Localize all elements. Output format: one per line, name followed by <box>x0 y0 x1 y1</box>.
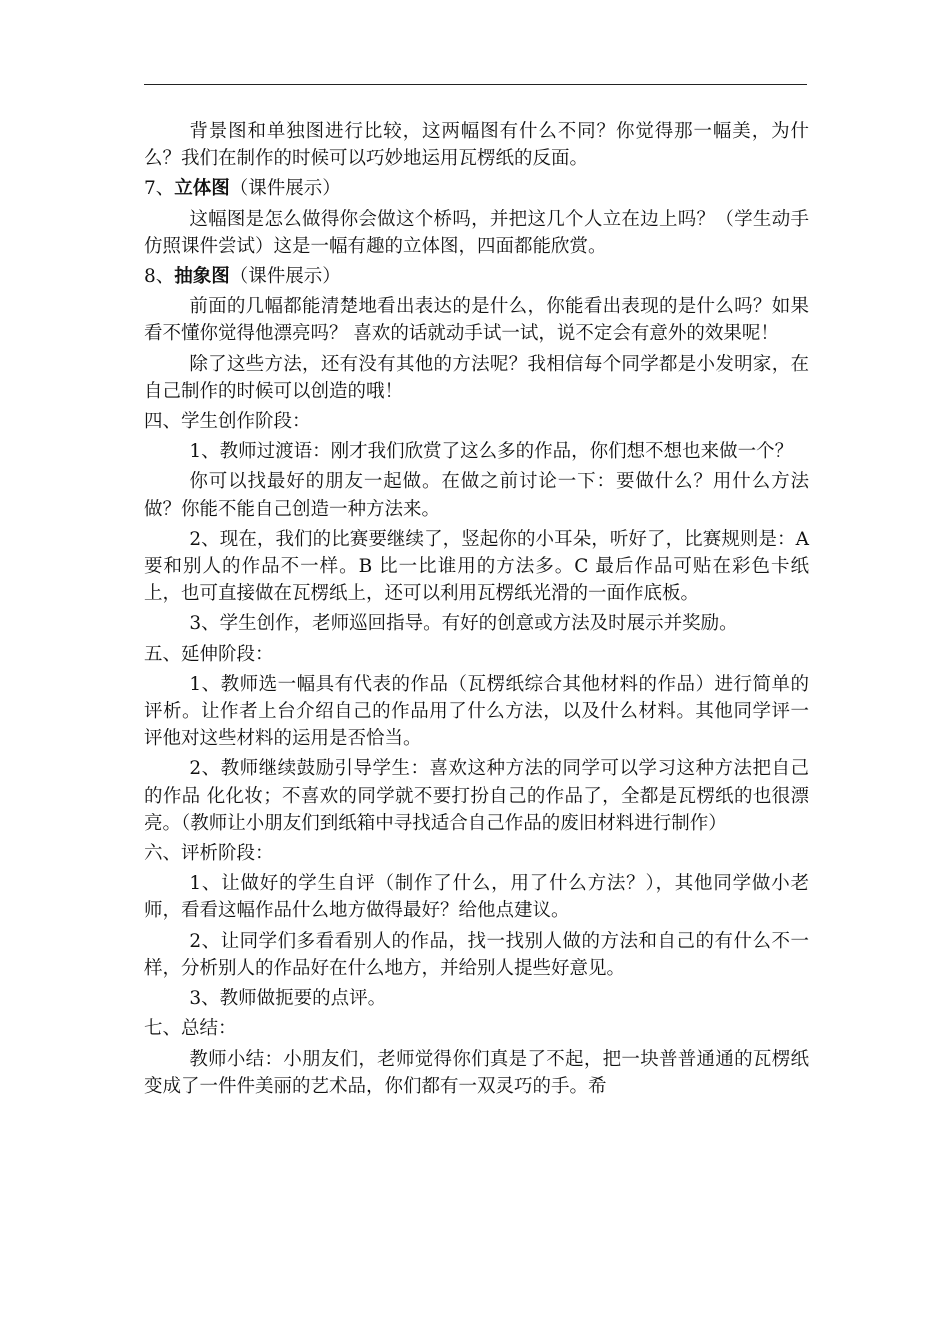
paragraph: 这幅图是怎么做得你会做这个桥吗，并把这几个人立在边上吗？（学生动手仿照课件尝试）这是一幅有趣的立体图，四面都能欣赏。 <box>144 208 809 257</box>
heading-title: 立体图 <box>174 178 230 200</box>
paragraph: 2、让同学们多看看别人的作品，找一找别人做的方法和自己的有什么不一样，分析别人的作品好在什么地方，并给别人提些好意见。 <box>144 930 809 979</box>
section-heading-5: 五、延伸阶段： <box>144 643 274 665</box>
heading-title: 抽象图 <box>174 266 230 288</box>
paragraph: 前面的几幅都能清楚地看出表达的是什么，你能看出表现的是什么吗？如果看不懂你觉得他漂亮吗？ 喜欢的话就动手试一试，说不定会有意外的效果呢！ <box>144 296 809 345</box>
header-rule <box>144 84 807 85</box>
section-heading-4: 四、学生创作阶段： <box>144 411 311 433</box>
paragraph: 3、学生创作，老师巡回指导。有好的创意或方法及时展示并奖励。 <box>189 613 738 635</box>
heading-note: （课件展示） <box>229 266 341 288</box>
section-heading-7 <box>144 175 809 202</box>
paragraph: 1、教师过渡语：刚才我们欣赏了这么多的作品，你们想不想也来做一个？ <box>189 441 794 463</box>
paragraph: 1、教师选一幅具有代表的作品（瓦楞纸综合其他材料的作品）进行简单的评析。让作者上台介绍自己的作品用了什么方法，以及什么材料。其他同学评一评他对这些材料的运用是否恰当。 <box>144 673 809 750</box>
section-heading-7-summary: 七、总结： <box>144 1018 237 1040</box>
paragraph: 2、教师继续鼓励引导学生：喜欢这种方法的同学可以学习这种方法把自己的作品 化化妆；不喜欢的同学就不要打扮自己的作品了，全都是瓦楞纸的也很漂亮。（教师让小朋友们到纸箱中寻找适合自己作品的废旧材料进行制作） <box>144 758 809 834</box>
paragraph: 3、教师做扼要的点评。 <box>189 988 387 1010</box>
heading-number: 8、 <box>144 266 175 288</box>
paragraph: 2、现在，我们的比赛要继续了，竖起你的小耳朵，听好了，比赛规则是：A 要和别人的作品不一样。B 比一比谁用的方法多。C 最后作品可贴在彩色卡纸上，也可直接做在瓦楞纸上，还可以利用瓦楞纸光滑的一面作底板。 <box>144 528 809 605</box>
paragraph: 背景图和单独图进行比较，这两幅图有什么不同？你觉得那一幅美，为什么？我们在制作的时候可以巧妙地运用瓦楞纸的反面。 <box>144 121 809 170</box>
heading-note: （课件展示） <box>229 178 341 200</box>
heading-number: 7、 <box>144 178 175 200</box>
document-body <box>144 118 809 1103</box>
section-heading-8 <box>144 263 809 290</box>
paragraph: 教师小结：小朋友们，老师觉得你们真是了不起，把一块普普通通的瓦楞纸变成了一件件美丽的艺术品，你们都有一双灵巧的手。希 <box>144 1048 809 1097</box>
paragraph: 你可以找最好的朋友一起做。在做之前讨论一下：要做什么？用什么方法做？你能不能自己创造一种方法来。 <box>144 471 809 520</box>
paragraph: 1、让做好的学生自评（制作了什么，用了什么方法？），其他同学做小老师，看看这幅作品什么地方做得最好？给他点建议。 <box>144 873 809 922</box>
section-heading-6: 六、评析阶段： <box>144 843 274 865</box>
paragraph: 除了这些方法，还有没有其他的方法呢？我相信每个同学都是小发明家，在自己制作的时候可以创造的哦！ <box>144 353 809 402</box>
